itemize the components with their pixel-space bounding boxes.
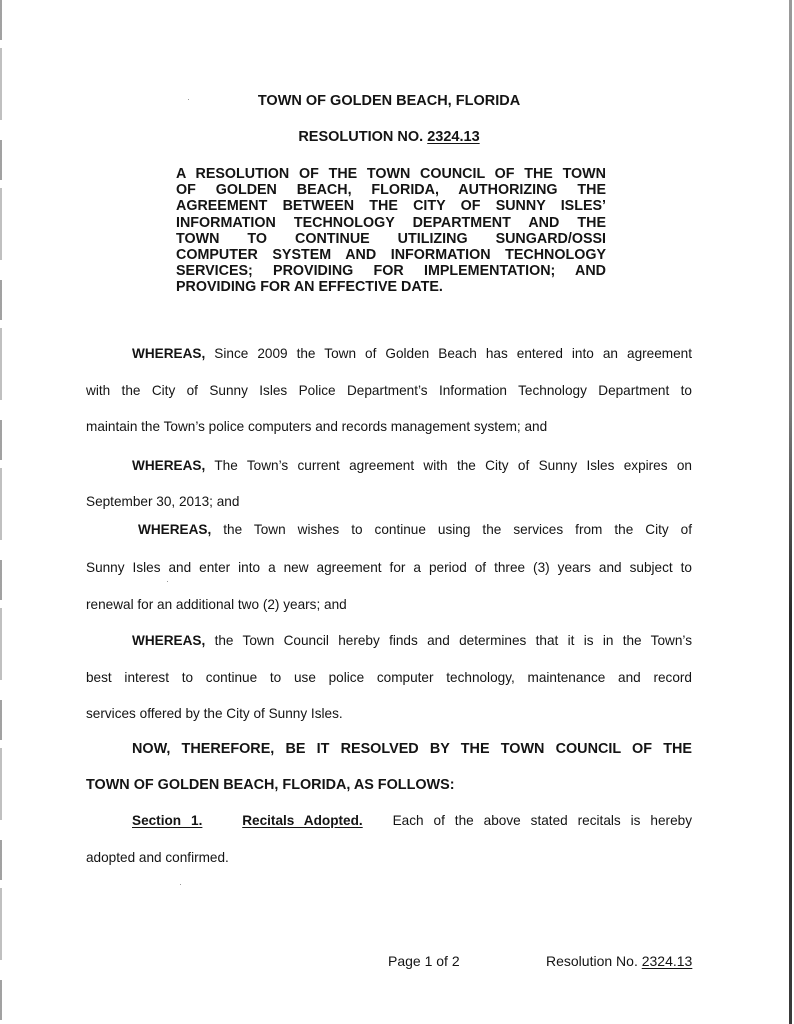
caption-line: INFORMATION TECHNOLOGY DEPARTMENT AND THE bbox=[176, 214, 606, 231]
caption-line: PROVIDING FOR AN EFFECTIVE DATE. bbox=[176, 279, 443, 296]
paragraph-text: the Town Council hereby finds and determines that it is in the Town’s bbox=[205, 633, 692, 648]
document-title: TOWN OF GOLDEN BEACH, FLORIDA bbox=[257, 93, 521, 109]
paragraph-line: renewal for an additional two (2) years; and bbox=[86, 597, 347, 612]
paragraph-text: Since 2009 the Town of Golden Beach has entered into an agreement bbox=[205, 346, 692, 361]
resolved-clause-line: TOWN OF GOLDEN BEACH, FLORIDA, AS FOLLOWS: bbox=[86, 777, 455, 793]
paragraph-line: services offered by the City of Sunny Isles. bbox=[86, 706, 343, 721]
whereas-paragraph-4 bbox=[86, 632, 692, 650]
section-text: Each of the above stated recitals is hereby bbox=[392, 813, 692, 828]
paragraph-line: maintain the Town’s police computers and records management system; and bbox=[86, 419, 548, 434]
page-number: Page 1 of 2 bbox=[388, 953, 460, 969]
resolution-caption bbox=[176, 166, 606, 296]
caption-line: SERVICES; PROVIDING FOR IMPLEMENTATION; AND bbox=[176, 263, 606, 280]
whereas-label: WHEREAS, bbox=[132, 633, 206, 648]
caption-line: OF GOLDEN BEACH, FLORIDA, AUTHORIZING THE bbox=[176, 182, 606, 199]
paragraph-text: the Town wishes to continue using the services from the City of bbox=[211, 522, 692, 537]
whereas-paragraph-1 bbox=[86, 345, 692, 363]
footer-resolution-label: Resolution No. bbox=[546, 953, 638, 969]
resolved-clause: NOW, THEREFORE, BE IT RESOLVED BY THE TOWN COUNCIL OF THE bbox=[132, 741, 692, 757]
resolution-heading bbox=[86, 129, 692, 145]
caption-line: AGREEMENT BETWEEN THE CITY OF SUNNY ISLES’ bbox=[176, 198, 606, 215]
caption-line: COMPUTER SYSTEM AND INFORMATION TECHNOLOGY bbox=[176, 247, 606, 264]
whereas-label: WHEREAS, bbox=[132, 346, 206, 361]
whereas-label: WHEREAS, bbox=[138, 522, 212, 537]
paragraph-text: The Town’s current agreement with the City of Sunny Isles expires on bbox=[205, 458, 692, 473]
scan-edge-right bbox=[789, 0, 792, 1024]
scan-edge-left bbox=[0, 0, 2, 1024]
caption-line: A RESOLUTION OF THE TOWN COUNCIL OF THE TOWN bbox=[176, 166, 606, 182]
footer-resolution-number: 2324.13 bbox=[641, 953, 693, 969]
whereas-paragraph-2 bbox=[86, 457, 692, 475]
resolution-number: 2324.13 bbox=[427, 129, 480, 145]
whereas-paragraph-3 bbox=[86, 521, 692, 539]
scan-speck bbox=[167, 581, 168, 582]
whereas-label: WHEREAS, bbox=[132, 458, 206, 473]
footer-resolution bbox=[546, 953, 692, 969]
section-number: Section 1. bbox=[132, 813, 203, 828]
resolution-label: RESOLUTION NO. bbox=[298, 129, 424, 145]
paragraph-line: best interest to continue to use police computer technology, maintenance and record bbox=[86, 670, 692, 685]
caption-line: TOWN TO CONTINUE UTILIZING SUNGARD/OSSI bbox=[176, 230, 606, 247]
paragraph-line: with the City of Sunny Isles Police Department’s Information Technology Department to bbox=[86, 383, 692, 398]
section-1 bbox=[86, 812, 692, 830]
paragraph-line: September 30, 2013; and bbox=[86, 494, 240, 509]
scan-speck bbox=[180, 884, 181, 885]
section-heading: Recitals Adopted. bbox=[242, 813, 363, 828]
section-continuation: adopted and confirmed. bbox=[86, 850, 229, 865]
paragraph-line: Sunny Isles and enter into a new agreement for a period of three (3) years and subject to bbox=[86, 560, 692, 575]
